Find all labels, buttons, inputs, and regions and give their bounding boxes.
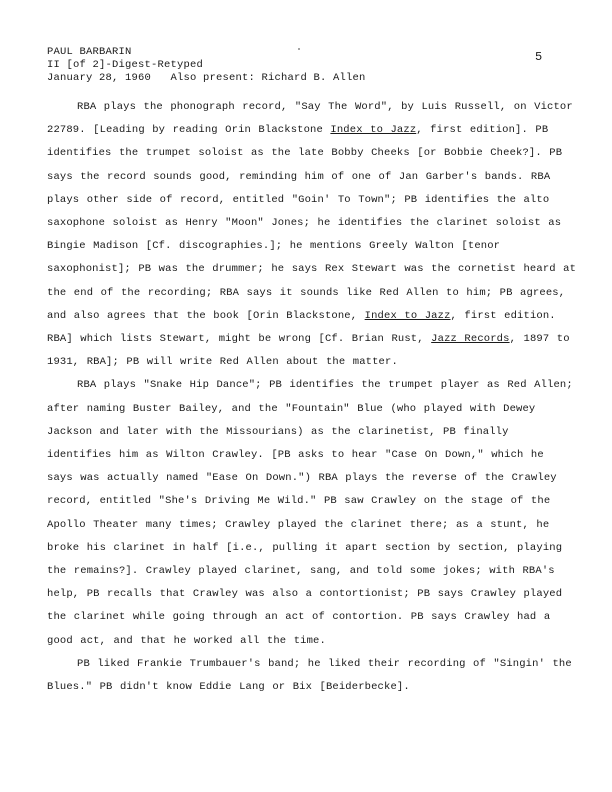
book-title: Index to Jazz bbox=[364, 309, 451, 322]
reel-info: II [of 2]-Digest-Retyped bbox=[47, 59, 204, 71]
paragraph-text: , 1897 to 1931, RBA]; PB will write Red Allen about the matter. bbox=[47, 333, 570, 369]
paragraph-text: , first edition. RBA] which lists Stewart, might be wrong [Cf. Brian Rust, bbox=[47, 309, 556, 346]
date-and-attendees: January 28, 1960 Also present: Richard B. Allen bbox=[47, 72, 366, 84]
paragraph-text: RBA plays "Snake Hip Dance"; PB identifies the trumpet player as Red Allen; after naming Buster Bailey, and the "Fountain" Blue (who played with Dewey Jackson and later with the Missourians) as the clarinetist, PB finally identifies him as Wilton Crawley. [PB asks to hear "Case On Down," which he says was actually named "Ease On Down.") RBA plays the reverse of the Crawley record, entitled "She's Driving Me Wild." PB saw Crawley on the stage of the Apollo Theater many times; Crawley played the clarinet there; as a stunt, he broke his clarinet in half [i.e., pulling it apart section by section, playing the remains?]. Crawley played clarinet, sang, and told some jokes; with RBA's help, PB recalls that Crawley was also a contortionist; PB says Crawley played the clarinet while going through an act of contortion. PB says Crawley had a good act, and that he worked all the time. bbox=[47, 379, 573, 647]
book-title: Jazz Records bbox=[431, 333, 510, 346]
transcript-body bbox=[47, 96, 577, 699]
page-number: 5 bbox=[535, 50, 543, 64]
transcript-paragraph bbox=[47, 653, 577, 699]
paragraph-text: , first edition]. PB identifies the trumpet soloist as the late Bobby Cheeks [or Bobbie Cheek?]. PB says the record sounds good, reminding him of one of Jan Garber's bands. RBA plays other side of record, entitled "Goin' To Town"; PB identifies the alto saxophone soloist as Henry "Moon" Jones; he identifies the clarinet soloist as Bingie Madison [Cf. discographies.]; he mentions Greely Walton [tenor saxophonist]; PB was the drummer; he says Rex Stewart was the cornetist heard at the end of the recording; RBA says it sounds like Red Allen to him; PB agrees, and also agrees that the book [Orin Blackstone, bbox=[47, 124, 577, 322]
paragraph-text: PB liked Frankie Trumbauer's band; he liked their recording of "Singin' the Blues." PB didn't know Eddie Lang or Bix [Beiderbecke]. bbox=[47, 657, 572, 694]
book-title: Index to Jazz bbox=[330, 124, 417, 137]
transcript-paragraph bbox=[47, 374, 577, 652]
paragraph-text: RBA plays the phonograph record, "Say The Word", by Luis Russell, on Victor 22789. [Leading by reading Orin Blackstone bbox=[47, 101, 573, 137]
interviewee-name: PAUL BARBARIN bbox=[47, 46, 132, 58]
scan-speck bbox=[298, 48, 300, 50]
transcript-paragraph bbox=[47, 96, 577, 374]
